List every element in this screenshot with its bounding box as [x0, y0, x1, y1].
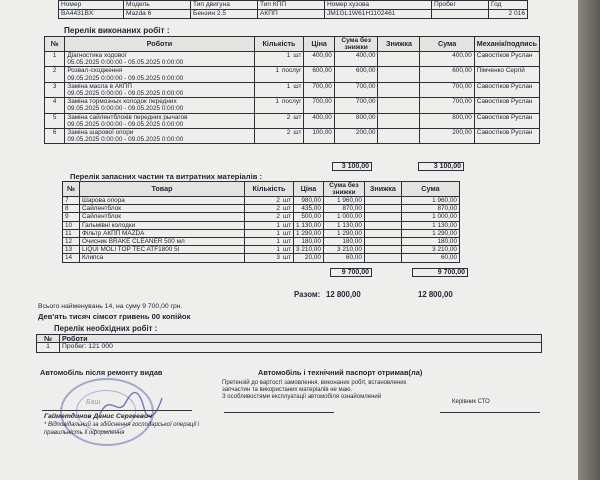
parts-row-num: 10 [63, 221, 80, 229]
parts-row-sum: 1 290,00 [323, 229, 364, 237]
part-qty-value: 1 [276, 229, 280, 237]
works-row [45, 82, 540, 97]
parts-table [62, 181, 460, 263]
works-row-discount [378, 98, 420, 113]
works-col-num: № [45, 37, 65, 52]
parts-row-qty [245, 213, 294, 221]
parts-row-num: 8 [63, 205, 80, 213]
parts-row-sum: 870,00 [323, 205, 364, 213]
needs-col-name: Роботи [60, 335, 542, 343]
grand-sum: 12 800,00 [326, 290, 361, 299]
work-qty-value: 2 [286, 113, 291, 121]
works-row-num: 6 [45, 129, 65, 144]
parts-row [63, 254, 460, 262]
works-row-num: 3 [45, 82, 65, 97]
needs-row-num: 1 [37, 343, 60, 353]
parts-row-total: 870,00 [401, 205, 459, 213]
works-row [45, 98, 540, 113]
work-qty-value: 1 [275, 98, 279, 106]
parts-row-total: 60,00 [401, 254, 459, 262]
vehicle-header-row [59, 1, 528, 10]
part-qty-value: 1 [276, 238, 280, 246]
works-row [45, 113, 540, 128]
parts-row-discount [364, 213, 401, 221]
works-row-mechanic: Савостіков Руслан [474, 113, 539, 128]
work-dates: 09.05.2025 0:00:00 - 09.05.2025 0:00:00 [67, 136, 184, 144]
works-row-sum: 200,00 [334, 129, 378, 144]
works-row-mechanic: Савостіков Руслан [474, 129, 539, 144]
parts-row-price: 435,00 [294, 205, 324, 213]
part-qty-value: 1 [276, 221, 280, 229]
works-row-discount [378, 113, 420, 128]
parts-col-name: Товар [80, 182, 245, 197]
received-by-title: Автомобіль і технічний паспорт отримав(ла) [258, 368, 423, 377]
parts-row-qty [245, 197, 294, 205]
parts-col-discount: Знижка [364, 182, 401, 197]
work-dates: 05.05.2025 0:00:00 - 05.05.2025 0:00:00 [67, 59, 184, 67]
work-qty-value: 1 [286, 82, 291, 90]
part-qty-value: 2 [276, 213, 280, 221]
parts-row [63, 246, 460, 254]
parts-row-discount [364, 197, 401, 205]
part-unit: шт [282, 254, 291, 262]
parts-col-sum: Сума без знижки [323, 182, 364, 197]
parts-row-num: 11 [63, 229, 80, 237]
works-row-qty [254, 113, 304, 128]
claims-line-2: запчастин та використаних матеріалів не маю. [222, 387, 353, 393]
part-unit: шт [282, 213, 291, 221]
parts-row-price: 20,00 [294, 254, 324, 262]
vehicle-info-table [58, 0, 528, 19]
summary-words: Дев'ять тисяч сімсот гривень 00 копійок [38, 312, 191, 321]
cto-label: Керівник СТО [452, 399, 490, 405]
work-qty-value: 2 [286, 129, 291, 137]
parts-row-qty [245, 254, 294, 262]
parts-row-num: 9 [63, 213, 80, 221]
parts-row-discount [364, 221, 401, 229]
parts-row [63, 205, 460, 213]
work-name: Заміна сайлентблоків передних рычагов [67, 113, 188, 121]
works-row-total: 800,00 [420, 113, 474, 128]
works-row-total: 600,00 [420, 67, 474, 82]
parts-row-sum: 1 000,00 [323, 213, 364, 221]
work-dates: 09.05.2025 0:00:00 - 09.05.2025 0:00:00 [67, 120, 184, 128]
works-row-qty [254, 67, 304, 82]
works-row-total: 700,00 [420, 98, 474, 113]
work-qty-value: 1 [275, 67, 279, 75]
works-row-discount [378, 52, 420, 67]
works-total-sum: 3 100,00 [333, 163, 372, 171]
parts-row [63, 238, 460, 246]
parts-row [63, 229, 460, 237]
works-col-sum: Сума без знижки [334, 37, 378, 52]
works-row-sum: 600,00 [334, 67, 378, 82]
works-row-name [65, 52, 254, 67]
parts-row [63, 213, 460, 221]
work-dates: 09.05.2025 0:00:00 - 09.05.2025 0:00:00 [67, 90, 184, 98]
parts-row-price: 500,00 [294, 213, 324, 221]
works-row-sum: 400,00 [334, 52, 378, 67]
issued-by-title: Автомобіль після ремонту видав [40, 368, 163, 377]
parts-row-name: Очисник BRAKE CLEANER 500 мл [80, 238, 245, 246]
stamp-mark: Баш [86, 399, 101, 406]
vehicle-year: 2 016 [489, 10, 528, 19]
works-totals [332, 162, 464, 171]
parts-title: Перелік запасних частин та витратних матеріалів : [70, 172, 263, 181]
works-row-price: 700,00 [304, 98, 334, 113]
works-row-name [65, 98, 254, 113]
client-signature-line [224, 412, 334, 413]
vehicle-gearbox: АКПП [258, 10, 325, 19]
parts-row-price: 180,00 [294, 238, 324, 246]
footnote-2: правильність її оформлення [44, 430, 125, 436]
works-row-price: 600,00 [304, 67, 334, 82]
part-unit: шт [282, 221, 291, 229]
works-col-discount: Знижка [378, 37, 420, 52]
vehicle-vin: JM1GL1W61H1102461 [325, 10, 432, 19]
work-name: Діагностика ходової [67, 52, 127, 59]
parts-row-sum: 60,00 [323, 254, 364, 262]
needs-row [37, 343, 542, 353]
parts-row-name: Клипса [80, 254, 245, 262]
part-unit: шт [282, 197, 291, 204]
parts-total-gap [372, 269, 413, 277]
needs-header-row [37, 335, 542, 343]
parts-row-discount [364, 246, 401, 254]
parts-row-sum: 1 130,00 [323, 221, 364, 229]
parts-row-price: 980,00 [294, 197, 324, 205]
parts-row-price: 3 210,00 [294, 246, 324, 254]
works-row-total: 400,00 [420, 52, 474, 67]
parts-header-row [63, 182, 460, 197]
parts-row-name: Сайлентблок [80, 213, 245, 221]
parts-row-price: 1 290,00 [294, 229, 324, 237]
work-unit: послуг [281, 98, 302, 106]
parts-col-qty: Кількість [245, 182, 294, 197]
parts-row-qty [245, 246, 294, 254]
part-qty-value: 3 [276, 254, 280, 262]
works-header-row [45, 37, 540, 52]
works-row-price: 700,00 [304, 82, 334, 97]
work-dates: 09.05.2025 0:00:00 - 09.05.2025 0:00:00 [67, 74, 184, 82]
work-name: Заміна шарової опори [67, 129, 134, 137]
part-unit: шт [282, 246, 291, 254]
vehicle-col-engine: Тип двигуна [191, 1, 258, 10]
works-row-qty [254, 129, 304, 144]
works-row-num: 1 [45, 52, 65, 67]
works-total: 3 100,00 [419, 163, 464, 171]
works-row [45, 129, 540, 144]
parts-col-num: № [63, 182, 80, 197]
works-row-name [65, 113, 254, 128]
vehicle-mileage [432, 10, 489, 19]
claims-line-1: Претензій до вартості замовлення, виконаних робіт, встановлених [222, 380, 407, 386]
vehicle-engine: Бензин 2.5 [191, 10, 258, 19]
parts-row-total: 180,00 [401, 238, 459, 246]
works-row-total: 700,00 [420, 82, 474, 97]
vehicle-col-year: Год [489, 1, 528, 10]
parts-row-qty [245, 221, 294, 229]
footnote-1: * Відповідальний за здійснення господарської операції і [44, 422, 200, 428]
works-row-total: 200,00 [420, 129, 474, 144]
works-row-price: 400,00 [304, 113, 334, 128]
parts-row-qty [245, 205, 294, 213]
work-name: Заміна тормозных колодок передних [67, 98, 177, 106]
works-row-mechanic: Савостіков Руслан [474, 52, 539, 67]
works-row-sum: 700,00 [334, 82, 378, 97]
works-row-sum: 700,00 [334, 98, 378, 113]
work-unit: шт [293, 82, 302, 90]
part-unit: шт [282, 205, 291, 213]
works-row-mechanic: Пімченко Сергій [474, 67, 539, 82]
work-unit: шт [293, 113, 302, 121]
parts-total: 9 700,00 [413, 269, 468, 277]
vehicle-col-model: Модель [124, 1, 191, 10]
parts-row-num: 7 [63, 197, 80, 205]
parts-row-name: LIQUI MOLI TOP TEC ATF1800 5l [80, 246, 245, 254]
vehicle-col-vin: Номер кузова [325, 1, 432, 10]
parts-row-name: Гальмівні колодки [80, 221, 245, 229]
works-row-qty [254, 52, 304, 67]
summary-count: Всього найменувань 14, на суму 9 700,00 грн. [38, 303, 183, 310]
works-row [45, 67, 540, 82]
parts-row-sum: 1 960,00 [323, 197, 364, 205]
parts-row-discount [364, 229, 401, 237]
parts-row-discount [364, 238, 401, 246]
works-row-num: 2 [45, 67, 65, 82]
vehicle-model: Mazda 6 [124, 10, 191, 19]
parts-row-num: 12 [63, 238, 80, 246]
needs-table [36, 334, 542, 353]
work-dates: 09.05.2025 0:00:00 - 09.05.2025 0:00:00 [67, 105, 184, 113]
grand-total: 12 800,00 [418, 290, 453, 299]
part-qty-value: 1 [276, 246, 280, 254]
parts-row-sum: 3 210,00 [323, 246, 364, 254]
parts-row-total: 1 290,00 [401, 229, 459, 237]
part-unit: шт [282, 229, 291, 237]
vehicle-value-row [59, 10, 528, 19]
works-title: Перелік виконаних робіт : [64, 26, 170, 35]
work-qty-value: 1 [286, 52, 291, 59]
works-col-qty: Кількість [254, 37, 304, 52]
parts-col-price: Ціна [294, 182, 324, 197]
parts-row-total: 1 130,00 [401, 221, 459, 229]
works-row-name [65, 129, 254, 144]
parts-row-name: Шарова опора [80, 197, 245, 205]
cto-signature-line [440, 412, 540, 413]
work-unit: послуг [281, 67, 302, 75]
parts-col-total: Сума [401, 182, 459, 197]
part-qty-value: 2 [276, 205, 280, 213]
works-col-price: Ціна [304, 37, 334, 52]
works-row-discount [378, 67, 420, 82]
work-name: Розвал-сходження [67, 67, 123, 75]
works-col-total: Сума [420, 37, 474, 52]
parts-row-qty [245, 238, 294, 246]
parts-row-name: Фільтр АКПП MAZDA [80, 229, 245, 237]
works-row-num: 5 [45, 113, 65, 128]
background-edge [578, 0, 600, 480]
work-unit: шт [293, 129, 302, 137]
parts-row-discount [364, 205, 401, 213]
parts-row-total: 1 960,00 [401, 197, 459, 205]
parts-row [63, 221, 460, 229]
parts-row-price: 1 130,00 [294, 221, 324, 229]
signer-name: Гайметдинов Денис Сергеевич [44, 413, 153, 420]
works-table [44, 36, 540, 144]
works-row-name [65, 82, 254, 97]
works-row-name [65, 67, 254, 82]
parts-row-num: 13 [63, 246, 80, 254]
vehicle-col-mileage: Пробег [432, 1, 489, 10]
works-row-qty [254, 82, 304, 97]
works-row-discount [378, 82, 420, 97]
works-row-mechanic: Савостіков Руслан [474, 82, 539, 97]
parts-total-sum: 9 700,00 [331, 269, 372, 277]
needs-row-name: Пробег: 121 000 [60, 343, 542, 353]
parts-totals [330, 268, 468, 277]
parts-row-total: 3 210,00 [401, 246, 459, 254]
works-row [45, 52, 540, 67]
needs-col-num: № [37, 335, 60, 343]
works-row-sum: 800,00 [334, 113, 378, 128]
parts-row-discount [364, 254, 401, 262]
works-col-mechanic: Механік/подпись [474, 37, 539, 52]
part-qty-value: 2 [276, 197, 280, 204]
grand-label: Разом: [294, 290, 321, 299]
works-row-price: 100,00 [304, 129, 334, 144]
parts-row-name: Сайлентблок [80, 205, 245, 213]
works-row-qty [254, 98, 304, 113]
parts-row-sum: 180,00 [323, 238, 364, 246]
works-row-price: 400,00 [304, 52, 334, 67]
work-name: Заміна масла в АКПП [67, 82, 132, 90]
works-total-gap [372, 163, 419, 171]
works-row-num: 4 [45, 98, 65, 113]
part-unit: шт [282, 238, 291, 246]
works-col-name: Роботи [65, 37, 254, 52]
works-row-discount [378, 129, 420, 144]
vehicle-col-number: Номер [59, 1, 124, 10]
needs-title: Перелік необхідних робіт : [54, 324, 158, 333]
claims-line-3: З особливостями експлуатації автомобіля ознайомлений [222, 394, 382, 400]
vehicle-number: BA4431BX [59, 10, 124, 19]
work-unit: шт [293, 52, 302, 59]
parts-row [63, 197, 460, 205]
works-row-mechanic: Савостіков Руслан [474, 98, 539, 113]
parts-row-num: 14 [63, 254, 80, 262]
parts-row-total: 1 000,00 [401, 213, 459, 221]
vehicle-col-gearbox: Тип КПП [258, 1, 325, 10]
parts-row-qty [245, 229, 294, 237]
